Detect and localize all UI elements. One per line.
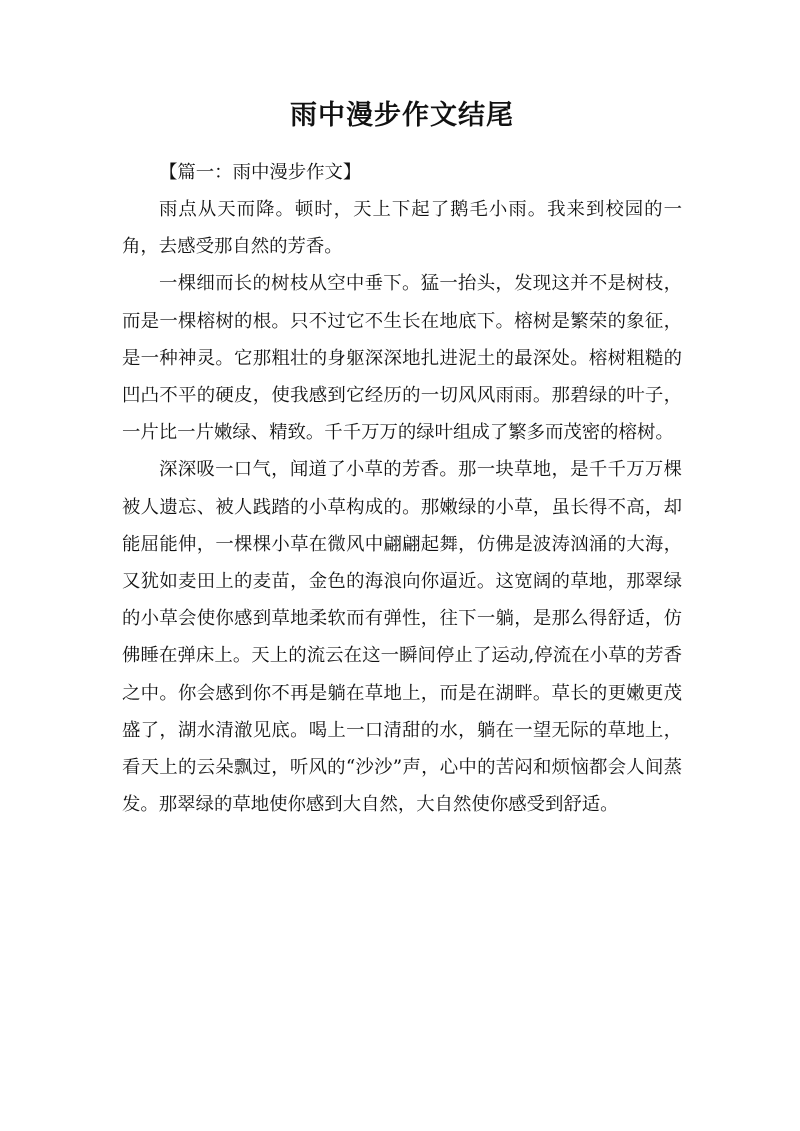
paragraph-1: 雨点从天而降。顿时，天上下起了鹅毛小雨。我来到校园的一角，去感受那自然的芳香。	[122, 199, 682, 258]
document-page	[122, 96, 682, 823]
document-title: 雨中漫步作文结尾	[290, 100, 514, 131]
paragraph-3: 深深吸一口气，闻道了小草的芳香。那一块草地，是千千万万棵被人遗忘、被人践踏的小草构成的。那嫩绿的小草，虽长得不高，却能屈能伸，一棵棵小草在微风中翩翩起舞，仿佛是波涛汹涌的大海，又犹如麦田上的麦苗，金色的海浪向你逼近。这宽阔的草地，那翠绿的小草会使你感到草地柔软而有弹性，往下一躺，是那么得舒适，仿佛睡在弹床上。天上的流云在这一瞬间停止了运动,停流在小草的芳香之中。你会感到你不再是躺在草地上，而是在湖畔。草长的更嫩更茂盛了，湖水清澈见底。喝上一口清甜的水，躺在一望无际的草地上，看天上的云朵飘过，听风的“沙沙”声，心中的苦闷和烦恼都会人间蒸发。那翠绿的草地使你感到大自然，大自然使你感受到舒适。	[122, 459, 682, 816]
section-label: 【篇一：雨中漫步作文】	[159, 162, 362, 183]
paragraph-2: 一棵细而长的树枝从空中垂下。猛一抬头，发现这并不是树枝，而是一棵榕树的根。只不过它不生长在地底下。榕树是繁荣的象征，是一种神灵。它那粗壮的身躯深深地扎进泥土的最深处。榕树粗糙的凹凸不平的硬皮，使我感到它经历的一切风风雨雨。那碧绿的叶子，一片比一片嫩绿、精致。千千万万的绿叶组成了繁多而茂密的榕树。	[122, 273, 682, 444]
